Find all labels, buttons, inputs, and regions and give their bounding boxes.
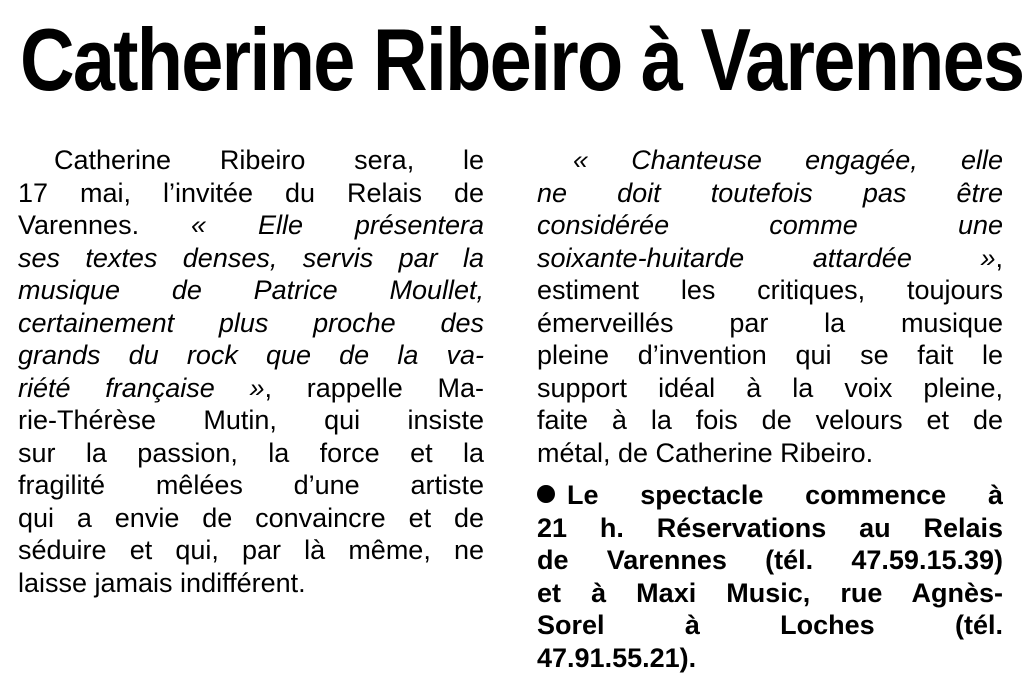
body-text: séduire et qui, par là même, ne bbox=[18, 535, 484, 565]
article-line bbox=[18, 372, 484, 405]
body-text: support idéal à la voix pleine, bbox=[537, 373, 1003, 403]
notice-line bbox=[537, 479, 1003, 512]
body-text: qui a envie de convaincre et de bbox=[18, 503, 484, 533]
body-text: Sorel à Loches (tél. bbox=[537, 610, 1003, 640]
body-text: Catherine Ribeiro sera, le bbox=[54, 145, 484, 175]
article-line bbox=[537, 177, 1003, 210]
quote-text: certainement plus proche des bbox=[18, 308, 484, 338]
article-line bbox=[18, 437, 484, 470]
right-column bbox=[537, 144, 1003, 674]
quote-text: grands du rock que de la va- bbox=[18, 340, 484, 370]
quote-text: ne doit toutefois pas être bbox=[537, 178, 1003, 208]
body-text: estiment les critiques, toujours bbox=[537, 275, 1003, 305]
quote-text: riété française » bbox=[18, 373, 265, 403]
article-line bbox=[18, 209, 484, 242]
article-line bbox=[18, 339, 484, 372]
bullet-icon bbox=[537, 485, 555, 503]
article-line bbox=[18, 274, 484, 307]
article-line bbox=[18, 404, 484, 437]
quote-text: « Chanteuse engagée, elle bbox=[573, 145, 1003, 175]
article-line bbox=[18, 242, 484, 275]
article-line bbox=[18, 469, 484, 502]
body-text: Le spectacle commence à bbox=[567, 480, 1003, 510]
body-text: , rappelle Ma- bbox=[265, 373, 484, 403]
body-text: métal, de Catherine Ribeiro. bbox=[537, 438, 873, 468]
event-notice bbox=[537, 479, 1003, 674]
article-line bbox=[18, 307, 484, 340]
article-line bbox=[18, 144, 484, 177]
article-line bbox=[537, 209, 1003, 242]
article-line bbox=[537, 372, 1003, 405]
body-text: sur la passion, la force et la bbox=[18, 438, 484, 468]
article-line bbox=[18, 177, 484, 210]
left-column bbox=[18, 144, 484, 599]
article-line bbox=[537, 437, 1003, 470]
body-text: 47.91.55.21). bbox=[537, 643, 696, 673]
article-line bbox=[537, 404, 1003, 437]
quote-text: musique de Patrice Moullet, bbox=[18, 275, 484, 305]
article-line bbox=[18, 502, 484, 535]
notice-line bbox=[537, 577, 1003, 610]
body-text: rie-Thérèse Mutin, qui insiste bbox=[18, 405, 484, 435]
body-text: , bbox=[995, 243, 1003, 273]
notice-line bbox=[537, 609, 1003, 642]
body-text: 21 h. Réservations au Relais bbox=[537, 513, 1003, 543]
quote-text: considérée comme une bbox=[537, 210, 1003, 240]
body-text: Varennes. bbox=[18, 210, 191, 240]
quote-text: soixante-huitarde attardée » bbox=[537, 243, 995, 273]
article-line bbox=[537, 242, 1003, 275]
body-text: 17 mai, l’invitée du Relais de bbox=[18, 178, 484, 208]
notice-line bbox=[537, 642, 1003, 674]
body-text: de Varennes (tél. 47.59.15.39) bbox=[537, 545, 1003, 575]
body-text: pleine d’invention qui se fait le bbox=[537, 340, 1003, 370]
article-line bbox=[537, 144, 1003, 177]
headline: Catherine Ribeiro à Varennes bbox=[20, 6, 866, 114]
body-text: laisse jamais indifférent. bbox=[18, 568, 306, 598]
body-text: émerveillés par la musique bbox=[537, 308, 1003, 338]
notice-line bbox=[537, 512, 1003, 545]
quote-text: ses textes denses, servis par la bbox=[18, 243, 484, 273]
article-line bbox=[537, 339, 1003, 372]
right-column-body bbox=[537, 144, 1003, 469]
article-line bbox=[537, 307, 1003, 340]
article-line bbox=[18, 567, 484, 600]
notice-line bbox=[537, 544, 1003, 577]
body-text: et à Maxi Music, rue Agnès- bbox=[537, 578, 1003, 608]
article-line bbox=[18, 534, 484, 567]
body-text: faite à la fois de velours et de bbox=[537, 405, 1003, 435]
article-line bbox=[537, 274, 1003, 307]
body-text: fragilité mêlées d’une artiste bbox=[18, 470, 484, 500]
quote-text: « Elle présentera bbox=[191, 210, 484, 240]
